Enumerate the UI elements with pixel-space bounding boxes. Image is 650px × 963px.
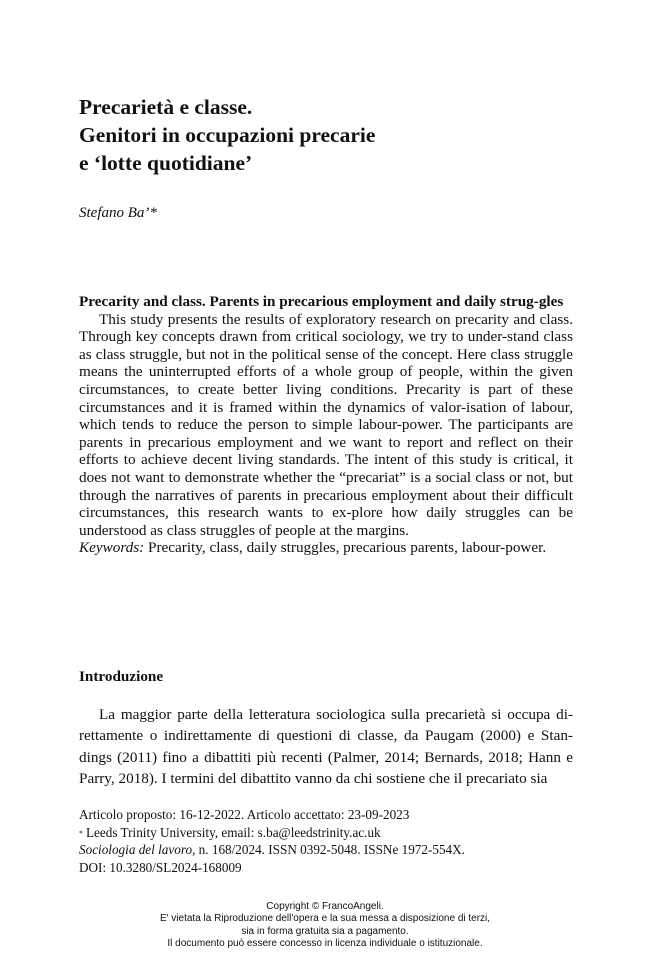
article-title xyxy=(79,93,579,177)
copyright-line-4: Il documento può essere concesso in licenza individuale o istituzionale. xyxy=(167,938,483,950)
copyright-line-3: sia in forma gratuita sia a pagamento. xyxy=(241,925,409,937)
journal-name: Sociologia del lavoro xyxy=(79,842,193,857)
copyright-line-1: Copyright © FrancoAngeli. xyxy=(266,901,384,912)
intro-paragraph: La maggior parte della letteratura sociologica sulla precarietà si occupa di-rettamente o indirettamente di questioni di classe, da Paugam (2000) e Stan-dings (2011) fino a dibattiti più recenti (Palmer, 2014; Bernards, 2018; Hann e Parry, 2018). I termini del dibattito vanno da chi sostiene che il precariato sia xyxy=(79,706,573,787)
footnotes xyxy=(79,806,599,876)
journal-details: , n. 168/2024. ISSN 0392-5048. ISSNe 1972-554X. xyxy=(192,842,465,857)
abstract-body: This study presents the results of exploratory research on precarity and class. Through key concepts drawn from critical sociology, we try to under-stand class as class struggle, but not in the political sense of the concept. Here class struggle means the uninterrupted efforts of a whole group of people, within the given circumstances, to create better living conditions. Precarity is part of these circumstances and it is framed within the dynamics of valor-isation of labour, which tends to reduce the person to simple labour-power. The participants are parents in precarious employment and we want to report and reflect on their efforts to achieve decent living standards. The intent of this study is critical, it does not want to demonstrate whether the “precariat” is a social class or not, but through the narratives of parents in precarious employment about their difficult circumstances, this research wants to ex-plore how daily struggles can be understood as class struggles of people at the margins. xyxy=(79,310,573,539)
footnote-dates: Articolo proposto: 16-12-2022. Articolo accettato: 23-09-2023 xyxy=(79,807,410,822)
footnote-mark: * xyxy=(79,828,83,838)
footnote-affiliation xyxy=(79,824,599,842)
article-title-line-1: Precarietà e classe. xyxy=(79,95,253,119)
article-title-line-2: Genitori in occupazioni precarie xyxy=(79,123,376,147)
copyright-line-2: E' vietata la Riproduzione dell'opera e la sua messa a disposizione di terzi, xyxy=(159,913,491,925)
copyright-notice xyxy=(0,901,650,951)
keywords-list: Precarity, class, daily struggles, precarious parents, labour-power. xyxy=(148,539,547,557)
keywords-label: Keywords: xyxy=(79,539,145,557)
footnote-journal xyxy=(79,841,599,859)
abstract-title: Precarity and class. Parents in precarious employment and daily strug-gles xyxy=(79,293,564,310)
footnote-doi: DOI: 10.3280/SL2024-168009 xyxy=(79,859,242,875)
abstract-block xyxy=(79,293,573,557)
section-heading: Introduzione xyxy=(79,668,164,685)
footnote-affiliation-text: Leeds Trinity University, email: s.ba@leedstrinity.ac.uk xyxy=(86,824,381,840)
article-title-line-3: e ‘lotte quotidiane’ xyxy=(79,151,253,175)
author-name: Stefano Ba’* xyxy=(79,205,157,221)
keywords-line xyxy=(79,539,573,557)
